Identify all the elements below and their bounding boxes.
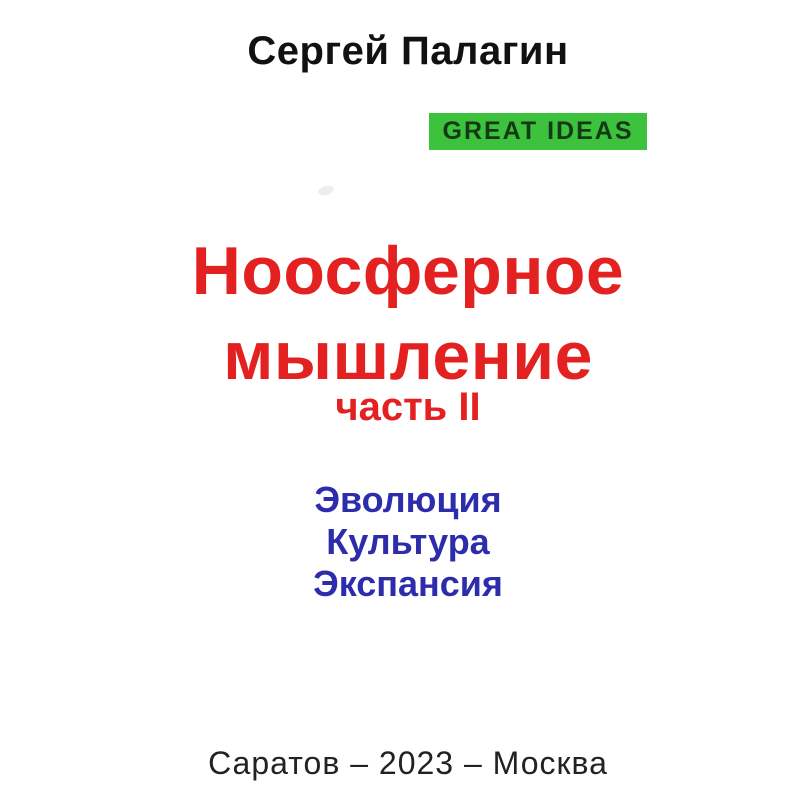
- imprint-line: Саратов – 2023 – Москва: [208, 745, 608, 781]
- keyword-expansion: Экспансия: [313, 563, 503, 604]
- author-name: Сергей Палагин: [247, 29, 569, 73]
- keyword-culture: Культура: [326, 521, 490, 562]
- series-badge: [429, 113, 647, 150]
- series-badge-label: GREAT IDEAS: [442, 117, 634, 145]
- scan-smudge: [317, 184, 335, 197]
- part-label: часть II: [335, 385, 481, 429]
- book-title-line1: Ноосферное: [191, 233, 625, 309]
- book-title-line2: мышление: [223, 318, 593, 394]
- keyword-evolution: Эволюция: [314, 479, 502, 520]
- keywords-list: [16, 479, 800, 605]
- book-title: [16, 229, 800, 399]
